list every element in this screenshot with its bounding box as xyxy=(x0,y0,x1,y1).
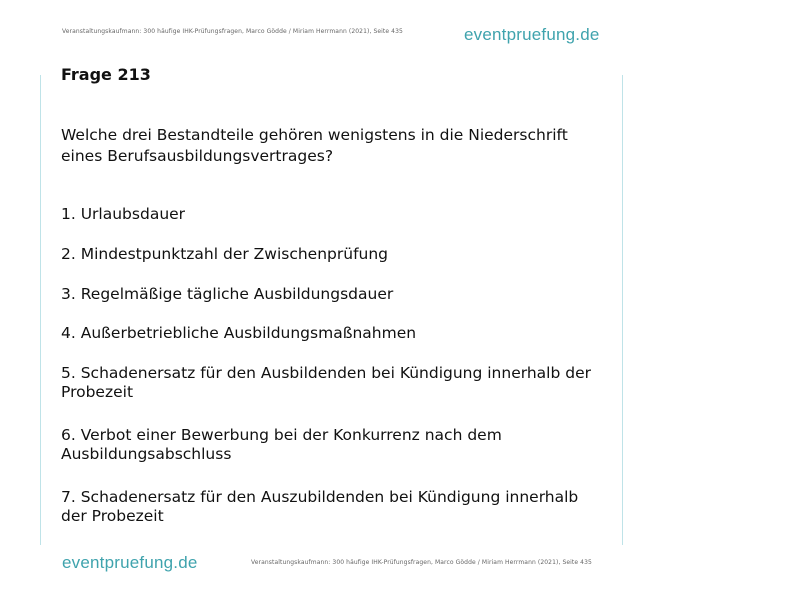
answer-option-1: 1. Urlaubsdauer xyxy=(61,205,186,223)
answer-option-2: 2. Mindestpunktzahl der Zwischenprüfung xyxy=(61,245,389,263)
answer-option-3: 3. Regelmäßige tägliche Ausbildungsdauer xyxy=(61,285,394,303)
footer-logo: eventpruefung.de xyxy=(62,553,198,572)
right-rule xyxy=(622,75,623,545)
header-citation: Veranstaltungskaufmann: 300 häufige IHK-Prüfungsfragen, Marco Gödde / Miriam Herrmann (2021), Seite 435 xyxy=(62,28,403,35)
left-rule xyxy=(40,75,41,545)
header-logo: eventpruefung.de xyxy=(464,25,600,44)
question-text: Welche drei Bestandteile gehören wenigstens in die Niederschrift eines Berufsausbildungsvertrages? xyxy=(61,126,568,165)
question-title: Frage 213 xyxy=(61,65,151,84)
answer-option-6: 6. Verbot einer Bewerbung bei der Konkurrenz nach dem Ausbildungsabschluss xyxy=(61,426,502,463)
answer-option-4: 4. Außerbetriebliche Ausbildungsmaßnahmen xyxy=(61,324,417,342)
answer-option-7: 7. Schadenersatz für den Auszubildenden bei Kündigung innerhalb der Probezeit xyxy=(61,488,579,525)
answer-option-5: 5. Schadenersatz für den Ausbildenden bei Kündigung innerhalb der Probezeit xyxy=(61,364,591,401)
footer-citation: Veranstaltungskaufmann: 300 häufige IHK-Prüfungsfragen, Marco Gödde / Miriam Herrmann (2021), Seite 435 xyxy=(251,559,592,566)
